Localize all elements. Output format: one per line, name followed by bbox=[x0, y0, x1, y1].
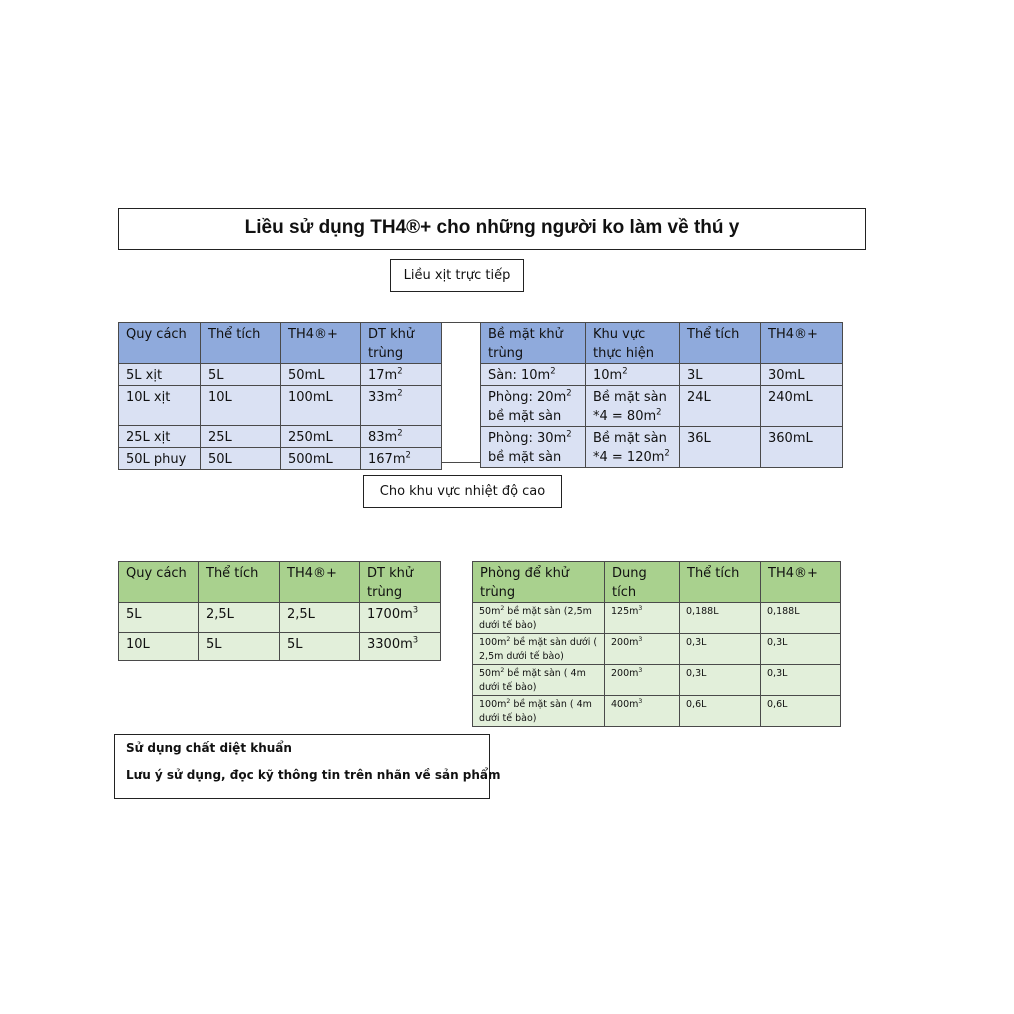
table-row bbox=[119, 426, 442, 448]
table-cell: 0,188L bbox=[761, 603, 841, 634]
table-row bbox=[473, 696, 841, 727]
note-line-disinfectant: Sử dụng chất diệt khuẩn bbox=[126, 741, 292, 755]
table-row bbox=[481, 364, 843, 386]
table-header-cell: Phòng để khử trùng bbox=[473, 562, 605, 603]
table-header-cell: Dung tích bbox=[605, 562, 680, 603]
high-temperature-label: Cho khu vực nhiệt độ cao bbox=[363, 475, 562, 508]
table-cell: 30mL bbox=[761, 364, 843, 386]
table-cell: $50m^2$ bề mặt sàn ( 4m dưới tế bào) bbox=[473, 665, 605, 696]
table-cell: $400m^3$ bbox=[605, 696, 680, 727]
high-temperature-packaging-table bbox=[118, 561, 441, 661]
table-cell: 3L bbox=[680, 364, 761, 386]
table-header-cell: Thể tích bbox=[201, 323, 281, 364]
table-cell: $100m^2$ bề mặt sàn ( 4m dưới tế bào) bbox=[473, 696, 605, 727]
table-cell: 0,3L bbox=[761, 665, 841, 696]
table-header-cell: TH4®+ bbox=[280, 562, 360, 603]
direct-spray-packaging-table bbox=[118, 322, 442, 470]
table-row bbox=[473, 603, 841, 634]
table-cell: 24L bbox=[680, 386, 761, 427]
table-row bbox=[473, 634, 841, 665]
table-cell: 5L bbox=[199, 633, 280, 661]
table-cell: Phòng: $20m^2$ bề mặt sàn bbox=[481, 386, 586, 427]
table-gap bbox=[441, 322, 480, 463]
table-cell: 50L phuy bbox=[119, 448, 201, 470]
table-header-cell: DT khử trùng bbox=[361, 323, 442, 364]
table-cell: $17m^2$ bbox=[361, 364, 442, 386]
table-cell: 240mL bbox=[761, 386, 843, 427]
table-header-row bbox=[119, 323, 442, 364]
table-row bbox=[119, 386, 442, 426]
table-cell: $167m^2$ bbox=[361, 448, 442, 470]
table-cell: 5L bbox=[119, 603, 199, 633]
table-header-row bbox=[119, 562, 441, 603]
table-header-row bbox=[481, 323, 843, 364]
table-cell: 5L xịt bbox=[119, 364, 201, 386]
table-cell: 10L bbox=[201, 386, 281, 426]
table-cell: 2,5L bbox=[199, 603, 280, 633]
direct-spray-label: Liều xịt trực tiếp bbox=[390, 259, 524, 292]
table-header-cell: Thể tích bbox=[199, 562, 280, 603]
table-cell: 25L bbox=[201, 426, 281, 448]
table-cell: 0,3L bbox=[680, 665, 761, 696]
table-cell: 500mL bbox=[281, 448, 361, 470]
table-cell: 5L bbox=[280, 633, 360, 661]
table-cell: 100mL bbox=[281, 386, 361, 426]
table-header-cell: TH4®+ bbox=[281, 323, 361, 364]
table-cell: $10m^2$ bbox=[586, 364, 680, 386]
usage-note bbox=[114, 734, 501, 799]
table-cell: 36L bbox=[680, 427, 761, 468]
table-cell: 5L bbox=[201, 364, 281, 386]
table-cell: 25L xịt bbox=[119, 426, 201, 448]
page-title: Liều sử dụng TH4®+ cho những người ko làm về thú y bbox=[118, 208, 866, 250]
table-cell: $1700m^3$ bbox=[360, 603, 441, 633]
table-header-cell: Quy cách bbox=[119, 323, 201, 364]
table-row bbox=[481, 427, 843, 468]
table-cell: 0,3L bbox=[680, 634, 761, 665]
table-cell: 0,6L bbox=[680, 696, 761, 727]
table-cell: $200m^3$ bbox=[605, 634, 680, 665]
table-row bbox=[481, 386, 843, 427]
table-header-cell: DT khử trùng bbox=[360, 562, 441, 603]
table-row bbox=[473, 665, 841, 696]
table-cell: $83m^2$ bbox=[361, 426, 442, 448]
table-cell: 0,6L bbox=[761, 696, 841, 727]
table-cell: $50m^2$ bề mặt sàn (2,5m dưới tế bào) bbox=[473, 603, 605, 634]
table-cell: 10L xịt bbox=[119, 386, 201, 426]
table-header-cell: Quy cách bbox=[119, 562, 199, 603]
table-header-cell: Bề mặt khử trùng bbox=[481, 323, 586, 364]
table-cell: 0,3L bbox=[761, 634, 841, 665]
table-cell: $3300m^3$ bbox=[360, 633, 441, 661]
table-header-cell: TH4®+ bbox=[761, 323, 843, 364]
table-cell: Phòng: $30m^2$ bề mặt sàn bbox=[481, 427, 586, 468]
table-cell: 50mL bbox=[281, 364, 361, 386]
table-cell: 360mL bbox=[761, 427, 843, 468]
table-cell: Bề mặt sàn $*4 = 120m^2$ bbox=[586, 427, 680, 468]
table-cell: $125m^3$ bbox=[605, 603, 680, 634]
table-row bbox=[119, 448, 442, 470]
table-cell: Bề mặt sàn $*4 = 80m^2$ bbox=[586, 386, 680, 427]
direct-spray-area-table bbox=[480, 322, 843, 468]
table-header-cell: TH4®+ bbox=[761, 562, 841, 603]
table-cell: Sàn: $10m^2$ bbox=[481, 364, 586, 386]
table-cell: 2,5L bbox=[280, 603, 360, 633]
table-cell: $33m^2$ bbox=[361, 386, 442, 426]
table-cell: $200m^3$ bbox=[605, 665, 680, 696]
table-header-cell: Thể tích bbox=[680, 562, 761, 603]
note-line-label-warning: Lưu ý sử dụng, đọc kỹ thông tin trên nhãn về sản phẩm bbox=[126, 768, 501, 782]
table-row bbox=[119, 603, 441, 633]
table-row bbox=[119, 633, 441, 661]
table-cell: $100m^2$ bề mặt sàn dưới ( 2,5m dưới tế bào) bbox=[473, 634, 605, 665]
table-cell: 50L bbox=[201, 448, 281, 470]
table-header-cell: Thể tích bbox=[680, 323, 761, 364]
table-cell: 250mL bbox=[281, 426, 361, 448]
high-temperature-room-table bbox=[472, 561, 841, 727]
table-row bbox=[119, 364, 442, 386]
table-header-row bbox=[473, 562, 841, 603]
table-cell: 10L bbox=[119, 633, 199, 661]
table-cell: 0,188L bbox=[680, 603, 761, 634]
table-header-cell: Khu vực thực hiện bbox=[586, 323, 680, 364]
